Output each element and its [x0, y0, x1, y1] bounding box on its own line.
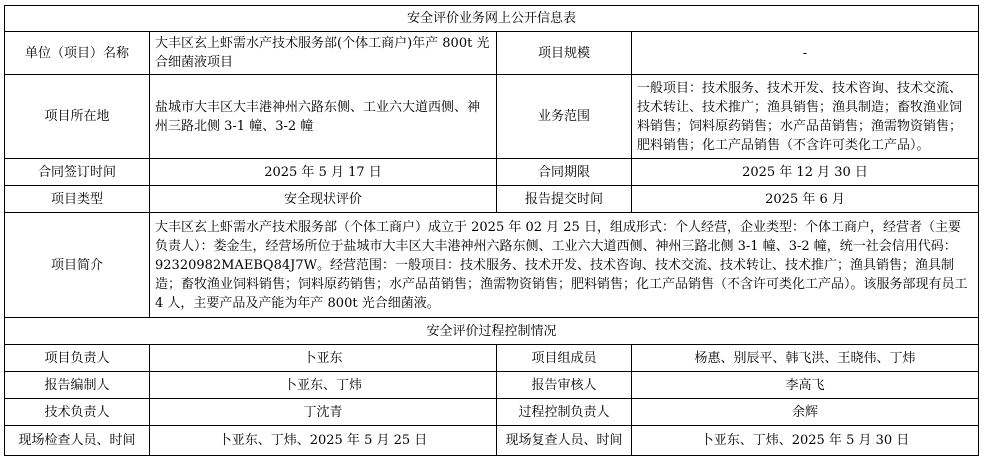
report-time-value: 2025 年 6 月 [632, 186, 979, 213]
report-author-label: 报告编制人 [5, 372, 150, 399]
report-reviewer-label: 报告审核人 [497, 372, 632, 399]
project-type-label: 项目类型 [5, 186, 150, 213]
tech-lead-label: 技术负责人 [5, 399, 150, 426]
project-leader-value: 卜亚东 [150, 345, 497, 372]
business-scope-value: 一般项目：技术服务、技术开发、技术咨询、技术交流、技术转让、技术推广；渔具销售；渔具制造；畜牧渔业饲料销售；饲料原药销售；水产品苗销售；渔需物资销售；肥料销售；化工产品销售（不含许可类化工产品）。 [632, 75, 979, 159]
process-section-title: 安全评价过程控制情况 [5, 318, 979, 345]
business-scope-label: 业务范围 [497, 75, 632, 159]
site-recheck-value: 卜亚东、丁炜、2025 年 5 月 30 日 [632, 426, 979, 456]
table-title: 安全评价业务网上公开信息表 [5, 6, 979, 32]
contract-term-value: 2025 年 12 月 30 日 [632, 159, 979, 186]
project-location-value: 盐城市大丰区大丰港神州六路东侧、工业六大道西侧、神州三路北侧 3-1 幢、3-2 幢 [150, 75, 497, 159]
project-scale-value: - [632, 32, 979, 75]
unit-name-value: 大丰区玄上虾需水产技术服务部(个体工商户)年产 800t 光合细菌液项目 [150, 32, 497, 75]
team-members-value: 杨惠、别辰平、韩飞洪、王晓伟、丁炜 [632, 345, 979, 372]
unit-name-label: 单位（项目）名称 [5, 32, 150, 75]
contract-date-value: 2025 年 5 月 17 日 [150, 159, 497, 186]
site-check-label: 现场检查人员、时间 [5, 426, 150, 456]
site-recheck-label: 现场复查人员、时间 [497, 426, 632, 456]
project-intro-label: 项目简介 [5, 213, 150, 318]
report-time-label: 报告提交时间 [497, 186, 632, 213]
project-leader-label: 项目负责人 [5, 345, 150, 372]
team-members-label: 项目组成员 [497, 345, 632, 372]
project-intro-value: 大丰区玄上虾需水产技术服务部（个体工商户）成立于 2025 年 02 月 25 日，组成形式：个人经营，企业类型：个体工商户，经营者（主要负责人）：娄金生，经营场所位于盐城市大丰区大丰港神州六路东侧、工业六大道西侧、神州三路北侧 3-1 幢、3-2 幢，统一社会信用代码：92320982MAEBQ84J7W。经营范围：一般项目：技术服务、技术开发、技术咨询、技术交流、技术转让、技术推广；渔具销售；渔具制造；畜牧渔业饲料销售；饲料原药销售；水产品苗销售；渔需物资销售；肥料销售；化工产品销售（不含许可类化工产品）。该服务部现有员工 4 人，主要产品及产能为年产 800t 光合细菌液。 [150, 213, 979, 318]
tech-lead-value: 丁沈青 [150, 399, 497, 426]
project-scale-label: 项目规模 [497, 32, 632, 75]
report-author-value: 卜亚东、丁炜 [150, 372, 497, 399]
process-control-lead-value: 余辉 [632, 399, 979, 426]
process-control-lead-label: 过程控制负责人 [497, 399, 632, 426]
project-location-label: 项目所在地 [5, 75, 150, 159]
public-info-table [4, 5, 979, 456]
site-check-value: 卜亚东、丁炜、2025 年 5 月 25 日 [150, 426, 497, 456]
project-type-value: 安全现状评价 [150, 186, 497, 213]
contract-date-label: 合同签订时间 [5, 159, 150, 186]
report-reviewer-value: 李高飞 [632, 372, 979, 399]
contract-term-label: 合同期限 [497, 159, 632, 186]
